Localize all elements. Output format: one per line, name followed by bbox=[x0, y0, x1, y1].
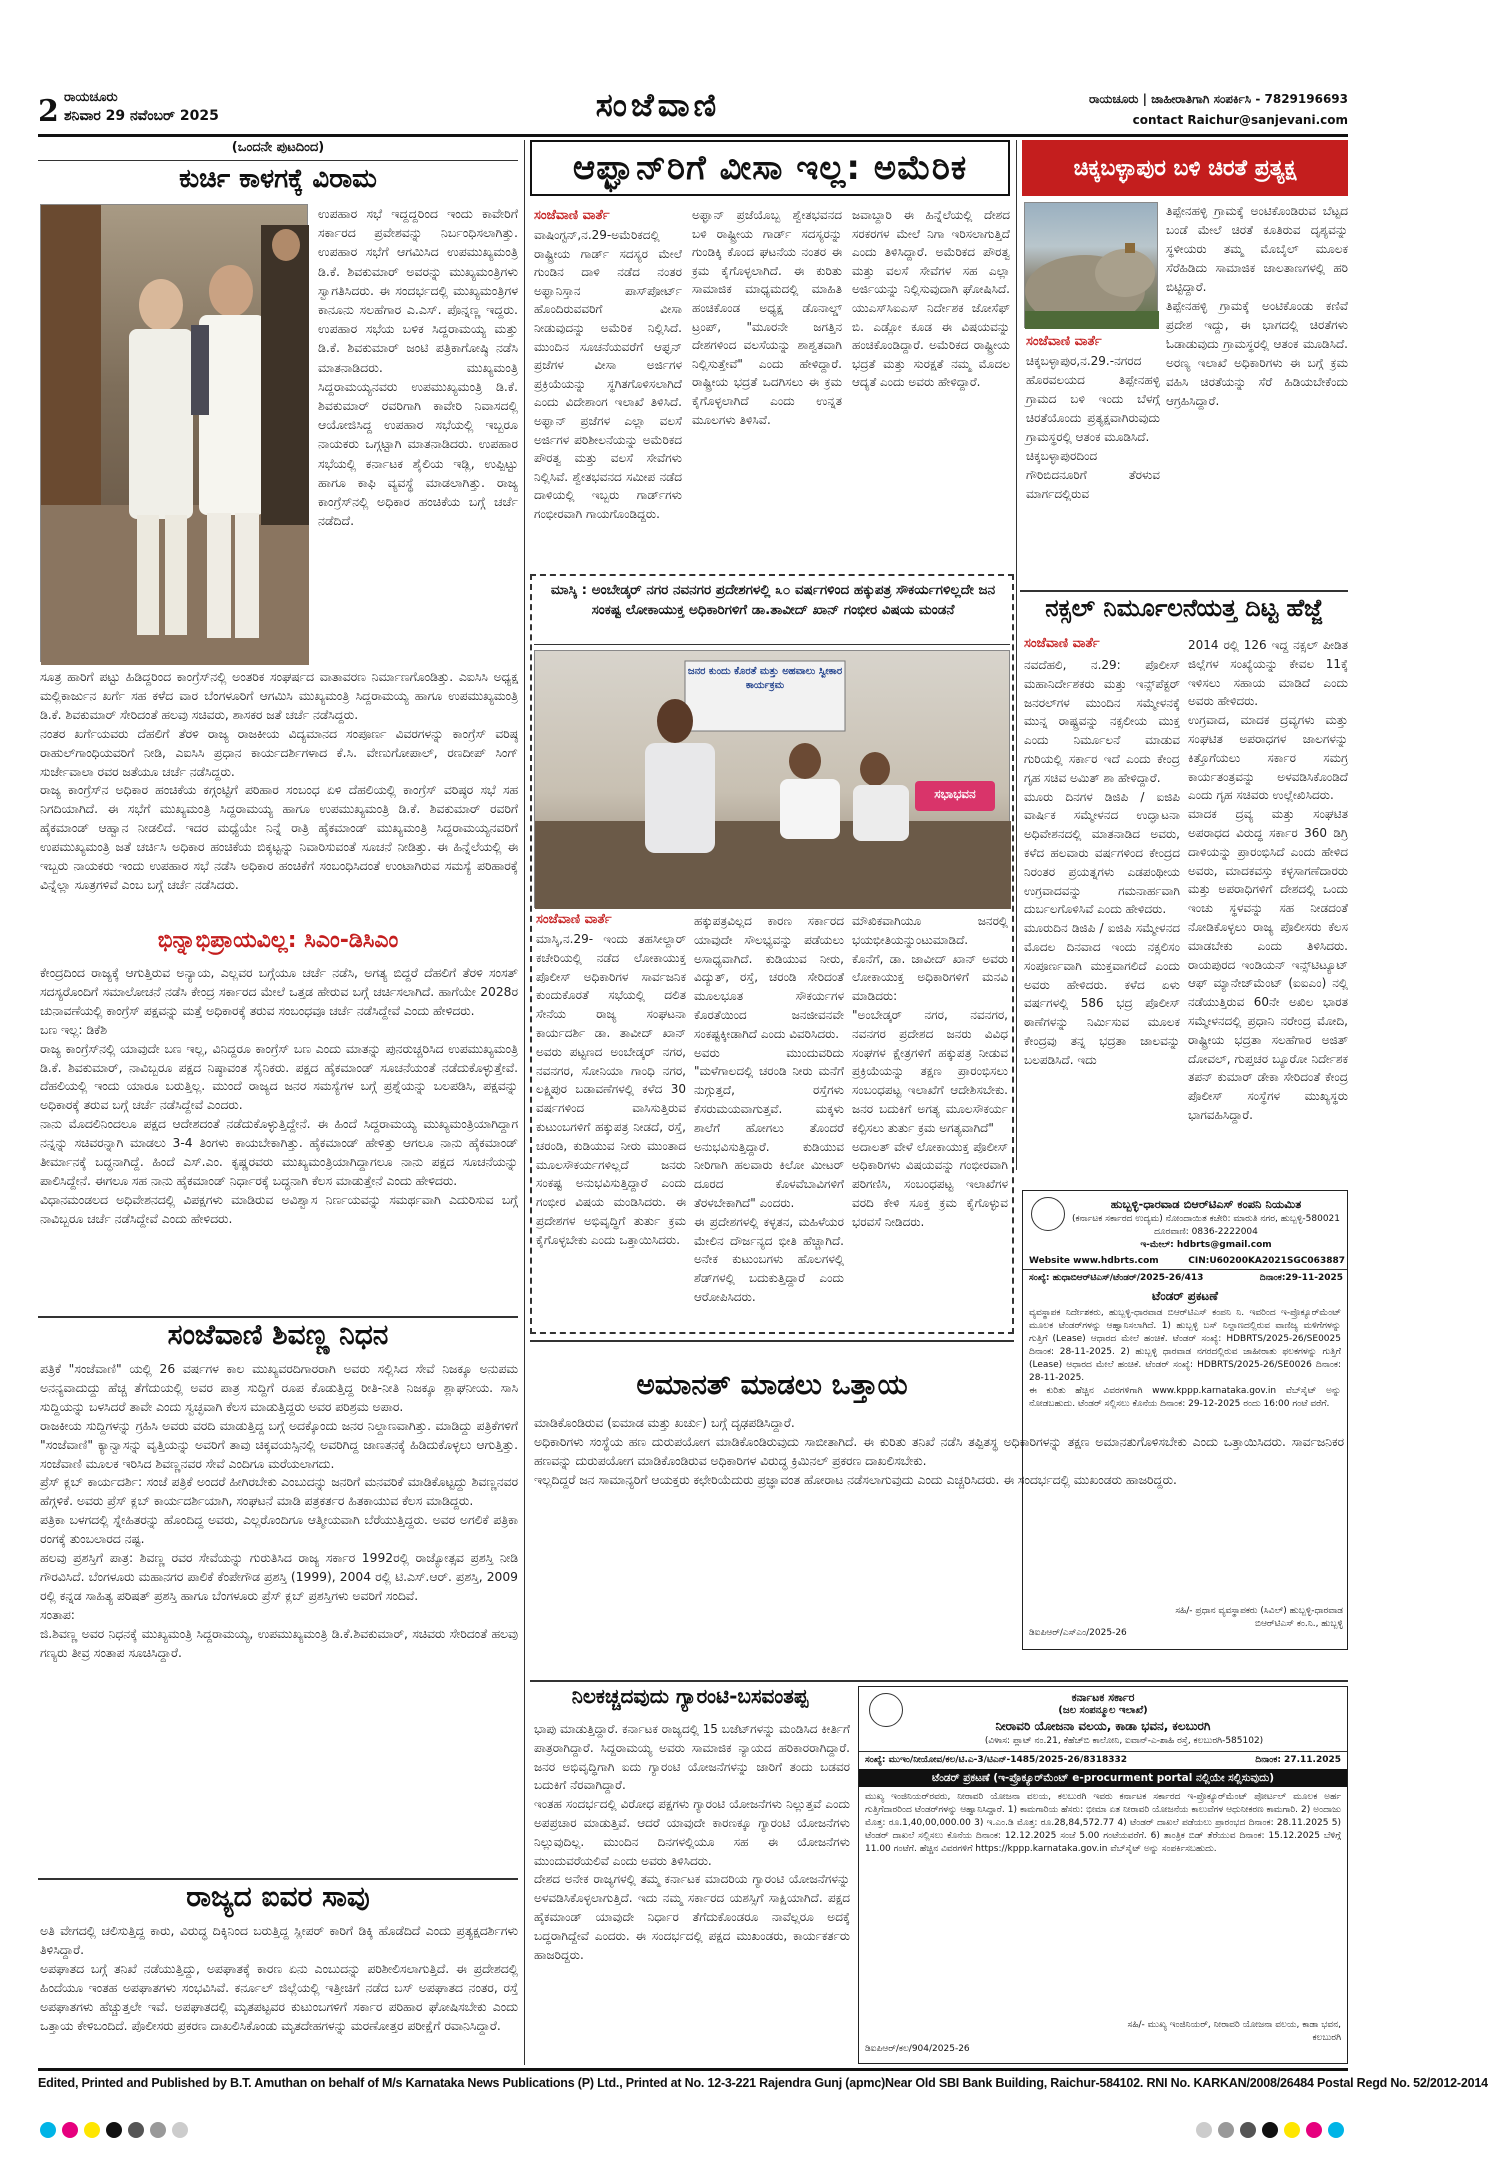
continued-label: (ಒಂದನೇ ಪುಟದಿಂದ) bbox=[231, 140, 325, 155]
stage-sign: ಸಭಾಭವನ bbox=[934, 787, 976, 801]
column-divider bbox=[524, 140, 525, 2065]
rule bbox=[38, 160, 518, 161]
hdbrts-address: (ಕರ್ನಾಟಕ ಸರ್ಕಾರದ ಉದ್ಯಮ) ನೋಂದಾಯಿತ ಕಚೇರಿ: ಮಾರುತಿ ನಗರ, ಹುಬ್ಬಳ್ಳಿ-580021 ದೂರವಾಣಿ: 0836-2222004 bbox=[1071, 1214, 1341, 1237]
naxal-byline: ಸಂಜೆವಾಣಿ ವಾರ್ತೆ bbox=[1024, 636, 1100, 651]
irrigation-office: ನೀರಾವರಿ ಯೋಜನಾ ವಲಯ, ಕಾಡಾ ಭವನ, ಕಲಬುರಗಿ bbox=[995, 1719, 1211, 1733]
masthead bbox=[38, 88, 1348, 132]
rule bbox=[1020, 590, 1348, 592]
rule bbox=[1023, 1269, 1347, 1270]
hdbrts-dipr: ಡಿಐಪಿಆರ್/ಎಸ್‌ಎಂ/2025-26 bbox=[1029, 1628, 1127, 1638]
headline-leopard bbox=[1022, 140, 1348, 196]
rock-illustration bbox=[1025, 203, 1159, 329]
headline-leopard-text: ಚಿಕ್ಕಬಳ್ಳಾಪುರ ಬಳಿ ಚಿರತೆ ಪ್ರತ್ಯಕ್ಷ bbox=[1073, 155, 1297, 181]
masthead-logo bbox=[488, 86, 828, 126]
contact-line: ರಾಯಚೂರು | ಜಾಹೀರಾತಿಗಾಗಿ ಸಂಪರ್ಕಿಸಿ - 7829196693 bbox=[1088, 92, 1348, 106]
logo-text: ಸಂಜೆವಾಣಿ bbox=[595, 86, 721, 124]
registration-marks-left bbox=[40, 2120, 220, 2140]
hdbrts-body: ವ್ಯವಸ್ಥಾಪಕ ನಿರ್ದೇಶಕರು, ಹುಬ್ಬಳ್ಳಿ-ಧಾರವಾಡ ಬಿಆರ್‌ಟಿಎಸ್ ಕಂಪನಿ ನಿ. ಇವರಿಂದ ಇ-ಪ್ರೊಕ್ಯೂರ್‌ಮೆಂಟ್ ಮೂಲಕ ಟೆಂಡರ್‌ಗಳನ್ನು ಆಹ್ವಾನಿಸಲಾಗಿದೆ. 1) ಹುಬ್ಬಳ್ಳಿ ಬಸ್ ನಿಲ್ದಾಣದಲ್ಲಿರುವ ವಾಣಿಜ್ಯ ಮಳಿಗೆಗಳನ್ನು ಗುತ್ತಿಗೆ (Lease) ಆಧಾರದ ಮೇಲೆ ಹಂಚಿಕೆ. ಟೆಂಡರ್ ಸಂಖ್ಯೆ: HDBRTS/2025-26/SE0025 ದಿನಾಂಕ: 28-11-2025. 2) ಹುಬ್ಬಳ್ಳಿ ಧಾರವಾಡ ನಗರದಲ್ಲಿರುವ ಜಾಹೀರಾತು ಫಲಕಗಳನ್ನು ಗುತ್ತಿಗೆ (Lease) ಆಧಾರದ ಮೇಲೆ ಹಂಚಿಕೆ. ಟೆಂಡರ್ ಸಂಖ್ಯೆ: HDBRTS/2025-26/SE0026 ದಿನಾಂಕ: 28-11-2025. ಈ ಕುರಿತು ಹೆಚ್ಚಿನ ವಿವರಗಳಿಗಾಗಿ www.kppp.karnataka.gov.in ವೆಬ್‌ಸೈಟ್ ಅನ್ನು ನೋಡಬಹುದು. ಟೆಂಡರ್ ಸಲ್ಲಿಸಲು ಕೊನೆಯ ದಿನಾಂಕ: 29-12-2025 ರಂದು 16:00 ಗಂಟೆ ವರೆಗೆ. bbox=[1029, 1308, 1341, 1409]
hdbrts-email: ಇ-ಮೇಲ್: hdbrts@gmail.com bbox=[1140, 1240, 1272, 1250]
footer-rule bbox=[38, 2068, 1348, 2071]
maski-text-col2: ಹಕ್ಕುಪತ್ರವಿಲ್ಲದ ಕಾರಣ ಸರ್ಕಾರದ ಯಾವುದೇ ಸೌಲಭ್ಯವನ್ನು ಪಡೆಯಲು ಅಸಾಧ್ಯವಾಗಿದೆ. ಕುಡಿಯುವ ನೀರು, ವಿದ್ಯುತ್, ರಸ್ತೆ, ಚರಂಡಿ ಸೇರಿದಂತೆ ಮೂಲಭೂತ ಸೌಕರ್ಯಗಳ ಕೊರತೆಯಿಂದ ಜನಜೀವನವೇ ಸಂಕಷ್ಟಕ್ಕೀಡಾಗಿದೆ ಎಂದು ವಿವರಿಸಿದರು. ಅವರು ಮುಂದುವರಿದು "ಮಳೆಗಾಲದಲ್ಲಿ ಚರಂಡಿ ನೀರು ಮನೆಗೆ ನುಗ್ಗುತ್ತದೆ, ರಸ್ತೆಗಳು ಕೆಸರುಮಯವಾಗುತ್ತವೆ. ಮಕ್ಕಳು ಶಾಲೆಗೆ ಹೋಗಲು ತೊಂದರೆ ಅನುಭವಿಸುತ್ತಿದ್ದಾರೆ. ಕುಡಿಯುವ ನೀರಿಗಾಗಿ ಹಲವಾರು ಕಿಲೋ ಮೀಟರ್ ದೂರದ ಕೊಳವೆಬಾವಿಗಳಿಗೆ ತೆರಳಬೇಕಾಗಿದೆ" ಎಂದರು. ಈ ಪ್ರದೇಶಗಳಲ್ಲಿ ಕಳ್ಳತನ, ಮಹಿಳೆಯರ ಮೇಲಿನ ದೌರ್ಜನ್ಯದ ಭೀತಿ ಹೆಚ್ಚಾಗಿದೆ. ಅನೇಕ ಕುಟುಂಬಗಳು ಹೊಲಗಳಲ್ಲಿ ಶೆಡ್‌ಗಳಲ್ಲಿ ಬದುಕುತ್ತಿದ್ದಾರೆ ಎಂದು ಆರೋಪಿಸಿದರು. bbox=[694, 914, 844, 1304]
headline-afghan-text: ಆಫ್ಘಾನ್‌ರಿಗೆ ವೀಸಾ ಇಲ್ಲ: ಅಮೆರಿಕ bbox=[572, 148, 968, 188]
irrigation-date: ದಿನಾಂಕ: 27.11.2025 bbox=[1255, 1755, 1341, 1765]
maski-text-col1: ಮಾಸ್ಕಿ,ನ.29- ಇಂದು ತಹಸೀಲ್ದಾರ್ ಕಚೇರಿಯಲ್ಲಿ ನಡೆದ ಲೋಕಾಯುಕ್ತ ಪೊಲೀಸ್ ಅಧಿಕಾರಿಗಳ ಸಾರ್ವಜನಿಕ ಕುಂದುಕೊರತೆ ಸಭೆಯಲ್ಲಿ ದಲಿತ ಸೇನೆಯ ರಾಜ್ಯ ಸಂಘಟನಾ ಕಾರ್ಯದರ್ಶಿ ಡಾ. ತಾವೀದ್ ಖಾನ್ ಅವರು ಪಟ್ಟಣದ ಅಂಬೇಡ್ಕರ್ ನಗರ, ನವನಗರ, ಸೋನಿಯಾ ಗಾಂಧಿ ನಗರ, ಲಕ್ಷ್ಮಿಪುರ ಬಡಾವಣೆಗಳಲ್ಲಿ ಕಳೆದ 30 ವರ್ಷಗಳಿಂದ ವಾಸಿಸುತ್ತಿರುವ ಕುಟುಂಬಗಳಿಗೆ ಹಕ್ಕುಪತ್ರ ನೀಡದೆ, ರಸ್ತೆ, ಚರಂಡಿ, ಕುಡಿಯುವ ನೀರು ಮುಂತಾದ ಮೂಲಸೌಕರ್ಯಗಳಿಲ್ಲದೆ ಜನರು ಸಂಕಷ್ಟ ಅನುಭವಿಸುತ್ತಿದ್ದಾರೆ ಎಂದು ಗಂಭೀರ ವಿಷಯ ಮಂಡಿಸಿದರು. ಈ ಪ್ರದೇಶಗಳ ಅಭಿವೃದ್ಧಿಗೆ ತುರ್ತು ಕ್ರಮ ಕೈಗೊಳ್ಳಬೇಕು ಎಂದು ಒತ್ತಾಯಿಸಿದರು. bbox=[536, 932, 690, 1247]
maski-byline: ಸಂಜೆವಾಣಿ ವಾರ್ತೆ bbox=[536, 912, 612, 927]
contact-email: contact Raichur@sanjevani.com bbox=[1132, 113, 1348, 127]
column-divider bbox=[1016, 140, 1017, 1170]
maski-text-col3: ಮೌಖಿಕವಾಗಿಯೂ ಜನರಲ್ಲಿ ಭಯಭೀತಿಯನ್ನುಂಟುಮಾಡಿದೆ. ಕೊನೆಗೆ, ಡಾ. ಜಾವೀದ್ ಖಾನ್ ಅವರು ಲೋಕಾಯುಕ್ತ ಅಧಿಕಾರಿಗಳಿಗೆ ಮನವಿ ಮಾಡಿದರು: "ಅಂಬೇಡ್ಕರ್ ನಗರ, ನವನಗರ, ನವನಗರ ಪ್ರದೇಶದ ಜನರು ವಿವಿಧ ಸಂಘಗಳ ಕ್ಷೇತ್ರಗಳಿಗೆ ಹಕ್ಕುಪತ್ರ ನೀಡುವ ಪ್ರಕ್ರಿಯೆಯನ್ನು ತಕ್ಷಣ ಪ್ರಾರಂಭಿಸಲು ಸಂಬಂಧಪಟ್ಟ ಇಲಾಖೆಗೆ ಆದೇಶಿಸಬೇಕು. ಜನರ ಬದುಕಿಗೆ ಅಗತ್ಯ ಮೂಲಸೌಕರ್ಯ ಕಲ್ಪಿಸಲು ತುರ್ತು ಕ್ರಮ ಅಗತ್ಯವಾಗಿದೆ" ಅದಾಲತ್ ವೇಳೆ ಲೋಕಾಯುಕ್ತ ಪೊಲೀಸ್ ಅಧಿಕಾರಿಗಳು ವಿಷಯವನ್ನು ಗಂಭೀರವಾಗಿ ಪರಿಗಣಿಸಿ, ಸಂಬಂಧಪಟ್ಟ ಇಲಾಖೆಗಳ ವರದಿ ಕೇಳಿ ಸೂಕ್ತ ಕ್ರಮ ಕೈಗೊಳ್ಳುವ ಭರವಸೆ ನೀಡಿದರು. bbox=[852, 914, 1008, 1229]
headline-guarantee: ನಿಲಕಚ್ಚದವುದು ಗ್ಯಾರಂಟಿ-ಬಸವಂತಪ್ಪ bbox=[571, 1684, 809, 1708]
irrigation-notice-title-text: ಟೆಂಡರ್ ಪ್ರಕಟಣೆ (ಇ-ಪ್ರೊಕ್ಯೂರ್‌ಮೆಂಟ್ e-procurment portal ನಲ್ಲಿಯೇ ಸಲ್ಲಿಸುವುದು) bbox=[931, 1772, 1275, 1784]
irrigation-notice-title bbox=[859, 1769, 1347, 1787]
edition-label: ರಾಯಚೂರು bbox=[64, 90, 118, 105]
photo-figures bbox=[41, 205, 309, 663]
naxal-text-col2: 2014 ರಲ್ಲಿ 126 ಇದ್ದ ನಕ್ಸಲ್ ಪೀಡಿತ ಜಿಲ್ಲೆಗಳ ಸಂಖ್ಯೆಯನ್ನು ಕೇವಲ 11ಕ್ಕೆ ಇಳಿಸಲು ಸಹಾಯ ಮಾಡಿದೆ ಎಂದು ಅವರು ಹೇಳಿದರು. ಉಗ್ರವಾದ, ಮಾದಕ ದ್ರವ್ಯಗಳು ಮತ್ತು ಸಂಘಟಿತ ಅಪರಾಧಗಳ ಜಾಲಗಳನ್ನು ಕಿತ್ತೊಗೆಯಲು ಸರ್ಕಾರ ಸಮಗ್ರ ಕಾರ್ಯತಂತ್ರವನ್ನು ಅಳವಡಿಸಿಕೊಂಡಿದೆ ಎಂದು ಗೃಹ ಸಚಿವರು ಉಲ್ಲೇಖಿಸಿದರು. ಮಾದಕ ದ್ರವ್ಯ ಮತ್ತು ಸಂಘಟಿತ ಅಪರಾಧದ ವಿರುದ್ಧ ಸರ್ಕಾರ 360 ಡಿಗ್ರಿ ದಾಳಿಯನ್ನು ಪ್ರಾರಂಭಿಸಿದೆ ಎಂದು ಹೇಳಿದ ಅವರು, ಮಾದಕವಸ್ತು ಕಳ್ಳಸಾಗಣೆದಾರರು ಮತ್ತು ಅಪರಾಧಿಗಳಿಗೆ ದೇಶದಲ್ಲಿ ಒಂದು ಇಂಚು ಸ್ಥಳವನ್ನು ಸಹ ನೀಡದಂತೆ ನೋಡಿಕೊಳ್ಳಲು ರಾಜ್ಯ ಪೊಲೀಸರು ಕೆಲಸ ಮಾಡಬೇಕು ಎಂದು ತಿಳಿಸಿದರು. ರಾಯಪುರದ ಇಂಡಿಯನ್ ಇನ್ಸ್‌ಟಿಟ್ಯೂಟ್ ಆಫ್ ಮ್ಯಾನೇಜ್‌ಮೆಂಟ್ (ಐಐಎಂ) ನಲ್ಲಿ ನಡೆಯುತ್ತಿರುವ 60ನೇ ಅಖಿಲ ಭಾರತ ಸಮ್ಮೇಳನದಲ್ಲಿ ಪ್ರಧಾನಿ ನರೇಂದ್ರ ಮೋದಿ, ರಾಷ್ಟ್ರೀಯ ಭದ್ರತಾ ಸಲಹೆಗಾರ ಅಜಿತ್ ದೋವಲ್, ಗುಪ್ತಚರ ಬ್ಯೂರೋ ನಿರ್ದೇಶಕ ತಪನ್ ಕುಮಾರ್ ಡೇಕಾ ಸೇರಿದಂತೆ ಕೇಂದ್ರ ಪೊಲೀಸ್ ಸಂಸ್ಥೆಗಳ ಮುಖ್ಯಸ್ಥರು ಭಾಗವಹಿಸಿದ್ದಾರೆ. bbox=[1188, 638, 1348, 1122]
footer-imprint: Edited, Printed and Published by B.T. Amuthan on behalf of M/s Karnataka News Publications (P) Ltd., Printed at No. 12-3-221 Rajendra Gunj (apmc)Near Old SBI Bank Building, Raichur-584102. RNI No. KARKAN/2008/26484 Postal Regd No. 52/2012-2014 bbox=[38, 2076, 1488, 2090]
no-rift-text: ಕೇಂದ್ರದಿಂದ ರಾಜ್ಯಕ್ಕೆ ಆಗುತ್ತಿರುವ ಅನ್ಯಾಯ, ಎಲ್ಲವರ ಬಗ್ಗೆಯೂ ಚರ್ಚೆ ನಡೆಸಿ, ಅಗತ್ಯ ಬಿದ್ದರೆ ದೆಹಲಿಗೆ ತೆರಳಿ ಸಂಸತ್ ಸದಸ್ಯರೊಂದಿಗೆ ಸಮಾಲೋಚನೆ ನಡೆಸಿ ಕೇಂದ್ರ ಸರ್ಕಾರದ ಮೇಲೆ ಒತ್ತಡ ಹೇರುವ ಬಗ್ಗೆ ಚರ್ಚಿಸಲಾಗಿದೆ. ಹಾಗೆಯೇ 2028ರ ಚುನಾವಣೆಯಲ್ಲಿ ಕಾಂಗ್ರೆಸ್ ಪಕ್ಷವನ್ನು ಮತ್ತೆ ಅಧಿಕಾರಕ್ಕೆ ತರುವ ಸಂಬಂಧವೂ ಚರ್ಚೆ ನಡೆಸಿದ್ದೇವೆ ಎಂದು ಹೇಳಿದರು. ಬಣ ಇಲ್ಲ: ಡಿಕೆಶಿ ರಾಜ್ಯ ಕಾಂಗ್ರೆಸ್‌ನಲ್ಲಿ ಯಾವುದೇ ಬಣ ಇಲ್ಲ, ವಿನಿದ್ದರೂ ಕಾಂಗ್ರೆಸ್ ಬಣ ಎಂದು ಮಾತನ್ನು ಪುನರುಚ್ಚರಿಸಿದ ಉಪಮುಖ್ಯಮಂತ್ರಿ ಡಿ.ಕೆ. ಶಿವಕುಮಾರ್, ನಾವಿಬ್ಬರೂ ಪಕ್ಷದ ನಿಷ್ಠಾವಂತ ಸೈನಿಕರು. ಪಕ್ಷದ ಹೈಕಮಾಂಡ್ ಸೂಚನೆಯಂತೆ ನಡೆದುಕೊಳ್ಳುತ್ತೇವೆ. ದೆಹಲಿಯಲ್ಲಿ ಇಂದು ಯಾರೂ ಬರುತ್ತಿಲ್ಲ. ಮುಂದೆ ರಾಜ್ಯದ ಜನರ ಸಮಸ್ಯೆಗಳ ಬಗ್ಗೆ ಪ್ರಶ್ನೆಯನ್ನು ಬಲಪಡಿಸಿ, ಪಕ್ಷವನ್ನು ಅಧಿಕಾರಕ್ಕೆ ತರುವ ಬಗ್ಗೆ ಚರ್ಚೆ ನಡೆಸಿದ್ದೇವೆ ಎಂದರು. ನಾನು ಮೊದಲಿನಿಂದಲೂ ಪಕ್ಷದ ಆದೇಶದಂತೆ ನಡೆದುಕೊಳ್ಳುತ್ತಿದ್ದೇನೆ. ಈ ಹಿಂದೆ ಸಿದ್ದರಾಮಯ್ಯ ಮುಖ್ಯಮಂತ್ರಿಯಾಗಿದ್ದಾಗ ನನ್ನನ್ನು ಸಚಿವರನ್ನಾಗಿ ಮಾಡಲು 3-4 ತಿಂಗಳು ಕಾಯಬೇಕಾಗಿತ್ತು. ಹೈಕಮಾಂಡ್ ಹೇಳಿತ್ತು ಆಗಲೂ ನಾನು ಹೈಕಮಾಂಡ್ ತೀರ್ಮಾನಕ್ಕೆ ಬದ್ಧನಾಗಿದ್ದೆ. ಹಿಂದೆ ಎಸ್.ಎಂ. ಕೃಷ್ಣರವರು ಮುಖ್ಯಮಂತ್ರಿಯಾಗಿದ್ದಾಗಲೂ ನಾನು ಪಕ್ಷದ ಸೂಚನೆಯನ್ನು ಪಾಲಿಸಿದ್ದೇನೆ. ಈಗಲೂ ಸಹ ನಾನು ಹೈಕಮಾಂಡ್ ನಿರ್ಧಾರಕ್ಕೆ ಬದ್ಧನಾಗಿ ಕೆಲಸ ಮಾಡುತ್ತೇನೆ ಎಂದು ಹೇಳಿದರು. ವಿಧಾನಮಂಡಲದ ಅಧಿವೇಶನದಲ್ಲಿ ವಿಪಕ್ಷಗಳು ಮಾಡಿರುವ ಅವಿಶ್ವಾಸ ನಿರ್ಣಯವನ್ನು ಸಮರ್ಥವಾಗಿ ಎದುರಿಸುವ ಬಗ್ಗೆ ನಾವಿಬ್ಬರೂ ಚರ್ಚೆ ನಡೆಸಿದ್ದೇವೆ ಎಂದು ಹೇಳಿದರು. bbox=[40, 966, 519, 1226]
hdbrts-website: Website www.hdbrts.com bbox=[1029, 1256, 1159, 1266]
photo-cm-dcm bbox=[40, 204, 308, 662]
irrigation-tender-box bbox=[858, 1686, 1348, 2064]
registration-marks-right bbox=[1196, 2120, 1356, 2140]
headline-afghan bbox=[530, 140, 1010, 196]
leopard-byline: ಸಂಜೆವಾಣಿ ವಾರ್ತೆ bbox=[1026, 334, 1102, 349]
issue-date: ಶನಿವಾರ 29 ನವೆಂಬರ್ 2025 bbox=[64, 108, 219, 124]
guarantee-text: ಭಾಪು ಮಾಡುತ್ತಿದ್ದಾರೆ. ಕರ್ನಾಟಕ ರಾಜ್ಯದಲ್ಲಿ 15 ಬಜೆಟ್‌ಗಳನ್ನು ಮಂಡಿಸಿದ ಕೀರ್ತಿಗೆ ಪಾತ್ರರಾಗಿದ್ದಾರೆ. ಸಿದ್ದರಾಮಯ್ಯ ಅವರು ಸಾಮಾಜಿಕ ನ್ಯಾಯದ ಹರಿಕಾರರಾಗಿದ್ದಾರೆ. ಜನರ ಅಭಿವೃದ್ಧಿಗಾಗಿ ಐದು ಗ್ಯಾರಂಟಿ ಯೋಜನೆಗಳನ್ನು ಜಾರಿಗೆ ತಂದು ಬಡವರ ಬದುಕಿಗೆ ನೆರವಾಗಿದ್ದಾರೆ. ಇಂತಹ ಸಂದರ್ಭದಲ್ಲಿ ವಿರೋಧ ಪಕ್ಷಗಳು ಗ್ಯಾರಂಟಿ ಯೋಜನೆಗಳು ನಿಲ್ಲುತ್ತವೆ ಎಂದು ಅಪಪ್ರಚಾರ ಮಾಡುತ್ತಿವೆ. ಆದರೆ ಯಾವುದೇ ಕಾರಣಕ್ಕೂ ಗ್ಯಾರಂಟಿ ಯೋಜನೆಗಳು ನಿಲ್ಲುವುದಿಲ್ಲ. ಮುಂದಿನ ದಿನಗಳಲ್ಲಿಯೂ ಸಹ ಈ ಯೋಜನೆಗಳು ಮುಂದುವರೆಯಲಿವೆ ಎಂದು ಅವರು ತಿಳಿಸಿದರು. ದೇಶದ ಅನೇಕ ರಾಜ್ಯಗಳಲ್ಲಿ ತಮ್ಮ ಕರ್ನಾಟಕ ಮಾದರಿಯ ಗ್ಯಾರಂಟಿ ಯೋಜನೆಗಳನ್ನು ಅಳವಡಿಸಿಕೊಳ್ಳಲಾಗುತ್ತಿದೆ. ಇದು ನಮ್ಮ ಸರ್ಕಾರದ ಯಶಸ್ಸಿಗೆ ಸಾಕ್ಷಿಯಾಗಿದೆ. ಪಕ್ಷದ ಹೈಕಮಾಂಡ್ ಯಾವುದೇ ನಿರ್ಧಾರ ತೆಗೆದುಕೊಂಡರೂ ನಾವೆಲ್ಲರೂ ಅದಕ್ಕೆ ಬದ್ಧರಾಗಿದ್ದೇವೆ ಎಂದರು. ಈ ಸಂದರ್ಭದಲ್ಲಿ ಪಕ್ಷದ ಮುಖಂಡರು, ಕಾರ್ಯಕರ್ತರು ಹಾಜರಿದ್ದರು. bbox=[534, 1722, 850, 1962]
hdbrts-ref: ಸಂಖ್ಯೆ: ಹುಧಾಬಿಆರ್‌ಟಿಎಸ್/ಟೆಂಡರ್/2025-26/413 bbox=[1029, 1273, 1204, 1283]
afghan-text-col3: ಜವಾಬ್ದಾರಿ ಈ ಹಿನ್ನೆಲೆಯಲ್ಲಿ ದೇಶದ ಸರಕರಗಳ ಮೇಲೆ ನಿಗಾ ಇರಿಸಲಾಗುತ್ತಿದೆ ಎಂದು ತಿಳಿಸಿದ್ದಾರೆ. ಅಮೆರಿಕದ ಪೌರತ್ವ ಮತ್ತು ವಲಸೆ ಸೇವೆಗಳ ಸಹ ಎಲ್ಲಾ ಅರ್ಜಿಯನ್ನು ನಿಲ್ಲಿಸುವುದಾಗಿ ಘೋಷಿಸಿದೆ. ಯುಎಸ್‌ಸಿಐಎಸ್ ನಿರ್ದೇಶಕ ಜೋಸೆಫ್ ಬಿ. ಎಡ್ಲೋ ಕೂಡ ಈ ವಿಷಯವನ್ನು ಹಂಚಿಕೊಂಡಿದ್ದಾರೆ. ಅಮೆರಿಕದ ರಾಷ್ಟ್ರೀಯ ಭದ್ರತೆ ಮತ್ತು ಸುರಕ್ಷತೆ ನಮ್ಮ ಮೊದಲ ಆದ್ಯತೆ ಎಂದು ಅವರು ಹೇಳಿದ್ದಾರೆ. bbox=[852, 208, 1014, 390]
irrigation-dept: (ಜಲ ಸಂಪನ್ಮೂಲ ಇಲಾಖೆ) bbox=[1058, 1705, 1148, 1716]
rule bbox=[530, 1680, 1348, 1682]
hdbrts-notice-title: ಟೆಂಡರ್ ಪ್ರಕಟಣೆ bbox=[1152, 1289, 1218, 1303]
leopard-side-text: ತಿಪ್ಪೇನಹಳ್ಳಿ ಗ್ರಾಮಕ್ಕೆ ಅಂಟಿಕೊಂಡಿರುವ ಬೆಟ್ಟದ ಬಂಡೆ ಮೇಲೆ ಚಿರತೆ ಕೂತಿರುವ ದೃಶ್ಯವನ್ನು ಸ್ಥಳೀಯರು ತಮ್ಮ ಮೊಬೈಲ್ ಮೂಲಕ ಸೆರೆಹಿಡಿದು ಸಾಮಾಜಿಕ ಜಾಲತಾಣಗಳಲ್ಲಿ ಹರಿ ಬಿಟ್ಟಿದ್ದಾರೆ. ತಿಪ್ಪೇನಹಳ್ಳಿ ಗ್ರಾಮಕ್ಕೆ ಅಂಟಿಕೊಂಡು ಕಣಿವೆ ಪ್ರದೇಶ ಇದ್ದು, ಈ ಭಾಗದಲ್ಲಿ ಚಿರತೆಗಳು ಓಡಾಡುವುದು ಗ್ರಾಮಸ್ಥರಲ್ಲಿ ಆತಂಕ ಮೂಡಿಸಿದೆ. ಅರಣ್ಯ ಇಲಾಖೆ ಅಧಿಕಾರಿಗಳು ಈ ಬಗ್ಗೆ ಕ್ರಮ ವಹಿಸಿ ಚಿರತೆಯನ್ನು ಸೆರೆ ಹಿಡಿಯಬೇಕೆಂದು ಆಗ್ರಹಿಸಿದ್ದಾರೆ. bbox=[1166, 204, 1348, 408]
afghan-text-col2: ಅಫ್ಘಾನ್ ಪ್ರಜೆಯೊಬ್ಬ ಶ್ವೇತಭವನದ ಬಳಿ ರಾಷ್ಟ್ರೀಯ ಗಾರ್ಡ್ ಸದಸ್ಯರನ್ನು ಗುಂಡಿಕ್ಕಿ ಕೊಂದ ಘಟನೆಯ ನಂತರ ಈ ಕ್ರಮ ಕೈಗೊಳ್ಳಲಾಗಿದೆ. ಈ ಕುರಿತು ಸಾಮಾಜಿಕ ಮಾಧ್ಯಮದಲ್ಲಿ ಮಾಹಿತಿ ಹಂಚಿಕೊಂಡ ಅಧ್ಯಕ್ಷ ಡೊನಾಲ್ಡ್ ಟ್ರಂಪ್, "ಮೂರನೇ ಜಗತ್ತಿನ ದೇಶಗಳಿಂದ ವಲಸೆಯನ್ನು ಶಾಶ್ವತವಾಗಿ ನಿಲ್ಲಿಸುತ್ತೇವೆ" ಎಂದು ಹೇಳಿದ್ದಾರೆ. ರಾಷ್ಟ್ರೀಯ ಭದ್ರತೆ ಒದಗಿಸಲು ಈ ಕ್ರಮ ಕೈಗೊಳ್ಳಲಾಗಿದೆ ಎಂದು ಉನ್ನತ ಮೂಲಗಳು ತಿಳಿಸಿವೆ. bbox=[692, 208, 846, 427]
headline-obituary: ಸಂಜೆವಾಣಿ ಶಿವಣ್ಣ ನಿಧನ bbox=[167, 1318, 389, 1351]
photo-leopard-rock bbox=[1024, 202, 1158, 328]
hdbrts-signature: ಸಹಿ/- ಪ್ರಧಾನ ವ್ಯವಸ್ಥಾಪಕರು (ಸಿವಿಲ್) ಹುಬ್ಬಳ್ಳಿ-ಧಾರವಾಡ ಬಿಆರ್‌ಟಿಎಸ್ ಕಂ.ನಿ., ಹುಬ್ಬಳ್ಳಿ bbox=[1175, 1606, 1343, 1629]
amanat-text: ಮಾಡಿಕೊಂಡಿರುವ (ಐಮಾಡ ಮತ್ತು ಖರ್ಚು) ಬಗ್ಗೆ ದೃಢಪಡಿಸಿದ್ದಾರೆ. ಅಧಿಕಾರಿಗಳು ಸಂಸ್ಥೆಯ ಹಣ ದುರುಪಯೋಗ ಮಾಡಿಕೊಂಡಿರುವುದು ಸಾಬೀತಾಗಿದೆ. ಈ ಕುರಿತು ತನಿಖೆ ನಡೆಸಿ ತಪ್ಪಿತಸ್ಥ ಅಧಿಕಾರಿಗಳನ್ನು ತಕ್ಷಣ ಅಮಾನತುಗೊಳಿಸಬೇಕು ಎಂದು ಒತ್ತಾಯಿಸಿದರು. ಸಾರ್ವಜನಿಕರ ಹಣವನ್ನು ದುರುಪಯೋಗ ಮಾಡಿಕೊಂಡಿರುವ ಅಧಿಕಾರಿಗಳ ವಿರುದ್ಧ ಕ್ರಿಮಿನಲ್ ಪ್ರಕರಣ ದಾಖಲಿಸಬೇಕು. ಇಲ್ಲದಿದ್ದರೆ ಜನ ಸಾಮಾನ್ಯರಿಗೆ ಆಯಕ್ತರು ಕಛೇರಿಯೆದುರು ಪ್ರಜ್ಞಾವಂತ ಹೋರಾಟ ನಡೆಸಲಾಗುವುದು ಎಂದು ಎಚ್ಚರಿಸಿದರು. ಈ ಸಂದರ್ಭದಲ್ಲಿ ಮುಖಂಡರು ಹಾಜರಿದ್ದರು. bbox=[534, 1416, 1344, 1487]
contact-block bbox=[1008, 92, 1348, 127]
masthead-rule bbox=[38, 134, 1348, 137]
accident-text: ಅತಿ ವೇಗದಲ್ಲಿ ಚಲಿಸುತ್ತಿದ್ದ ಕಾರು, ವಿರುದ್ಧ ದಿಕ್ಕಿನಿಂದ ಬರುತ್ತಿದ್ದ ಸ್ಲೀಪರ್ ಕಾರಿಗೆ ಡಿಕ್ಕಿ ಹೊಡೆದಿದೆ ಎಂದು ಪ್ರತ್ಯಕ್ಷದರ್ಶಿಗಳು ತಿಳಿಸಿದ್ದಾರೆ. ಅಪಘಾತದ ಬಗ್ಗೆ ತನಿಖೆ ನಡೆಯುತ್ತಿದ್ದು, ಅಪಘಾತಕ್ಕೆ ಕಾರಣ ಏನು ಎಂಬುದನ್ನು ಪರಿಶೀಲಿಸಲಾಗುತ್ತಿದೆ. ಈ ಪ್ರದೇಶದಲ್ಲಿ ಹಿಂದೆಯೂ ಇಂತಹ ಅಪಘಾತಗಳು ಸಂಭವಿಸಿವೆ. ಕರ್ನೂಲ್ ಜಿಲ್ಲೆಯಲ್ಲಿ ಇತ್ತೀಚಿಗೆ ನಡೆದ ಬಸ್ ಅಪಘಾತದ ನಂತರ, ರಸ್ತೆ ಅಪಘಾತಗಳು ಹೆಚ್ಚುತ್ತಲೇ ಇವೆ. ಅಪಘಾತದಲ್ಲಿ ಮೃತಪಟ್ಟವರ ಕುಟುಂಬಗಳಿಗೆ ಸರ್ಕಾರ ಪರಿಹಾರ ಘೋಷಿಸಬೇಕು ಎಂದು ಒತ್ತಾಯ ಕೇಳಿಬಂದಿದೆ. ಪೊಲೀಸರು ಪ್ರಕರಣ ದಾಖಲಿಸಿಕೊಂಡು ಮೃತದೇಹಗಳನ್ನು ಮರಣೋತ್ತರ ಪರೀಕ್ಷೆಗೆ ರವಾನಿಸಿದ್ದಾರೆ. bbox=[40, 1924, 518, 2033]
irrigation-address: (ವಿಳಾಸ: ಪ್ಲಾಟ್ ನಂ.21, ಕೆಹೆಚ್‌ಬಿ ಕಾಲೋನಿ, ಐವಾನ್-ಎ-ಶಾಹಿ ರಸ್ತೆ, ಕಲಬುರಗಿ-585102) bbox=[984, 1736, 1264, 1746]
obituary-text: ಪತ್ರಿಕೆ "ಸಂಜೆವಾಣಿ" ಯಲ್ಲಿ 26 ವರ್ಷಗಳ ಕಾಲ ಮುಖ್ಯವರದಿಗಾರರಾಗಿ ಅವರು ಸಲ್ಲಿಸಿದ ಸೇವೆ ನಿಜಕ್ಕೂ ಅನುಪಮ ಅನನ್ಯವಾದುದ್ದು ಹೆಚ್ಚ ತೆಗೆದುಯಲ್ಲಿ ಅವರ ಪಾತ್ರ ಸುದ್ದಿಗೆ ರೂಪ ಕೊಡುತ್ತಿದ್ದ ರೀತಿ-ನೀತಿ ನಿಜಕ್ಕೂ ಶ್ಲಾಘನೀಯ. ಸಾಸಿ ಸುದ್ದಿಯನ್ನು ಬಳಸಿದರೆ ತಾವೇ ಎಂದು ಸ್ವಚ್ಛವಾಗಿ ಕೆಲಸ ಮಾಡುತ್ತಿದ್ದರು ಅವರ ಪರಿಶ್ರಮ ಅಪಾರ. ರಾಜಕೀಯ ಸುದ್ದಿಗಳನ್ನು ಗ್ರಹಿಸಿ ಅವರು ವರದಿ ಮಾಡುತ್ತಿದ್ದ ಬಗ್ಗೆ ಅದಕ್ಕೊಂದು ಜನರ ನಿಲ್ದಾಣವಾಗಿತ್ತು. ಮಾಡಿದ್ದು ಪತ್ರಿಕೆಗಳಿಗೆ "ಸಂಜೆವಾಣಿ" ಕ್ಯಾನ್ವಾಸನ್ನು ವೃತ್ತಿಯನ್ನು ಅವರಿಗೆ ತಾವು ಚಿಕ್ಕವಯಸ್ಸಿನಲ್ಲಿ ಅವರಿಗಿದ್ದ ಜಾಣತನಕ್ಕೆ ಹಿಡಿದುಕೊಳ್ಳಲು ಆಗುತ್ತಿತ್ತು. ಸಂಜೆವಾಣಿ ಮೂಲಕ ಇರಿಸಿದ ಶಿವಣ್ಣನವರ ಸೇವೆ ಎಂದಿಗೂ ಮರೆಯಲಾಗದು. ಪ್ರೆಸ್ ಕ್ಲಬ್ ಕಾರ್ಯದರ್ಶಿ: ಸಂಜೆ ಪತ್ರಿಕೆ ಅಂದರೆ ಹೀಗಿರಬೇಕು ಎಂಬುದನ್ನು ಜನರಿಗೆ ಮನವರಿಕೆ ಮಾಡಿಕೊಟ್ಟದ್ದು ಶಿವಣ್ಣನವರ ಹೆಗ್ಗಳಿಕೆ. ಅವರು ಪ್ರೆಸ್ ಕ್ಲಬ್ ಕಾರ್ಯದರ್ಶಿಯಾಗಿ, ಸಂಘಟನೆ ಮಾಡಿ ಪತ್ರಕರ್ತರ ಹಿತಕಾಯುವ ಕೆಲಸ ಮಾಡಿದ್ದರು. ಪತ್ರಿಕಾ ಬಳಗದಲ್ಲಿ ಸ್ನೇಹಿತರನ್ನು ಹೊಂದಿದ್ದ ಅವರು, ಎಲ್ಲರೊಂದಿಗೂ ಆತ್ಮೀಯವಾಗಿ ಬೆರೆಯುತ್ತಿದ್ದರು. ಅವರ ಅಗಲಿಕೆ ಪತ್ರಿಕಾ ರಂಗಕ್ಕೆ ತುಂಬಲಾರದ ನಷ್ಟ. ಹಲವು ಪ್ರಶಸ್ತಿಗೆ ಪಾತ್ರ: ಶಿವಣ್ಣ ರವರ ಸೇವೆಯನ್ನು ಗುರುತಿಸಿದ ರಾಜ್ಯ ಸರ್ಕಾರ 1992ರಲ್ಲಿ ರಾಜ್ಯೋತ್ಸವ ಪ್ರಶಸ್ತಿ ನೀಡಿ ಗೌರವಿಸಿದೆ. ಬೆಂಗಳೂರು ಮಹಾನಗರ ಪಾಲಿಕೆ ಕೆಂಪೇಗೌಡ ಪ್ರಶಸ್ತಿ (1999), 2004 ರಲ್ಲಿ ಟಿ.ಎಸ್.ಆರ್. ಪ್ರಶಸ್ತಿ, 2009 ರಲ್ಲಿ ಕನ್ನಡ ಸಾಹಿತ್ಯ ಪರಿಷತ್ ಪ್ರಶಸ್ತಿ ಹಾಗೂ ಬೆಂಗಳೂರು ಪ್ರೆಸ್ ಕ್ಲಬ್ ಪ್ರಶಸ್ತಿಗಳು ಅವರಿಗೆ ಸಂದಿವೆ. ಸಂತಾಪ: ಜಿ.ಶಿವಣ್ಣ ಅವರ ನಿಧನಕ್ಕೆ ಮುಖ್ಯಮಂತ್ರಿ ಸಿದ್ದರಾಮಯ್ಯ, ಉಪಮುಖ್ಯಮಂತ್ರಿ ಡಿ.ಕೆ.ಶಿವಕುಮಾರ್, ಸಚಿವರು ಸೇರಿದಂತೆ ಹಲವು ಗಣ್ಯರು ತೀವ್ರ ಸಂತಾಪ ಸೂಚಿಸಿದ್ದಾರೆ. bbox=[40, 1362, 518, 1660]
irrigation-ref: ಸಂಖ್ಯೆ: ಮುಇಂ/ನೀಯೋವ/ಕಲ/ಟಿ.ಎ-3/ಟಿಎನ್-1485/2025-26/8318332 bbox=[865, 1755, 1128, 1765]
leopard-text: ಚಿಕ್ಕಬಳ್ಳಾಪುರ,ನ.29.-ನಗರದ ಹೊರವಲಯದ ತಿಪ್ಪೇನಹಳ್ಳಿ ಗ್ರಾಮದ ಬಳಿ ಇಂದು ಬೆಳಗ್ಗೆ ಚಿರತೆಯೊಂದು ಪ್ರತ್ಯಕ್ಷವಾಗಿರುವುದು ಗ್ರಾಮಸ್ಥರಲ್ಲಿ ಆತಂಕ ಮೂಡಿಸಿದೆ. ಚಿಕ್ಕಬಳ್ಳಾಪುರದಿಂದ ಗೌರಿಬಿದನೂರಿಗೆ ತೆರಳುವ ಮಾರ್ಗದಲ್ಲಿರುವ bbox=[1026, 354, 1160, 501]
naxal-text-col1: ನವದೆಹಲಿ, ನ.29: ಪೊಲೀಸ್ ಮಹಾನಿರ್ದೇಶಕರು ಮತ್ತು ಇನ್ಸ್‌ಪೆಕ್ಟರ್ ಜನರಲ್‌ಗಳ ಮುಂದಿನ ಸಮ್ಮೇಳನಕ್ಕೆ ಮುನ್ನ ರಾಷ್ಟ್ರವನ್ನು ನಕ್ಸಲೀಯ ಮುಕ್ತ ಎಂದು ನಿರ್ಮೂಲನೆ ಮಾಡುವ ಗುರಿಯಲ್ಲಿ ಸರ್ಕಾರ ಇದೆ ಎಂದು ಕೇಂದ್ರ ಗೃಹ ಸಚಿವ ಅಮಿತ್ ಶಾ ಹೇಳಿದ್ದಾರೆ. ಮೂರು ದಿನಗಳ ಡಿಜಿಪಿ / ಐಜಿಪಿ ವಾರ್ಷಿಕ ಸಮ್ಮೇಳನದ ಉದ್ಘಾಟನಾ ಅಧಿವೇಶನದಲ್ಲಿ ಮಾತನಾಡಿದ ಅವರು, ಕಳೆದ ಹಲವಾರು ವರ್ಷಗಳಿಂದ ಕೇಂದ್ರದ ನಿರಂತರ ಪ್ರಯತ್ನಗಳು ಎಡಪಂಥೀಯ ಉಗ್ರವಾದವನ್ನು ಗಮನಾರ್ಹವಾಗಿ ದುರ್ಬಲಗೊಳಿಸಿವೆ ಎಂದು ಹೇಳಿದರು. ಮೂರುದಿನ ಡಿಜಿಪಿ / ಐಜಿಪಿ ಸಮ್ಮೇಳನದ ಮೊದಲ ದಿನವಾದ ಇಂದು ನಕ್ಸಲಿಸಂ ಸಂಪೂರ್ಣವಾಗಿ ಮುಕ್ತವಾಗಲಿದೆ ಎಂದು ಅವರು ಹೇಳಿದರು. ಕಳೆದ ಏಳು ವರ್ಷಗಳಲ್ಲಿ 586 ಭದ್ರ ಪೊಲೀಸ್ ಠಾಣೆಗಳನ್ನು ನಿರ್ಮಿಸುವ ಮೂಲಕ ಕೇಂದ್ರವು ತನ್ನ ಭದ್ರತಾ ಜಾಲವನ್ನು ಬಲಪಡಿಸಿದೆ. ಇದು bbox=[1024, 658, 1180, 1067]
meeting-banner: ಜನರ ಕುಂದು ಕೊರತೆ ಮತ್ತು ಅಹವಾಲು ಸ್ವೀಕಾರ ಕಾರ್ಯಕ್ರಮ bbox=[687, 666, 843, 691]
hdbrts-cin: CIN:U60200KA2021SGC063887 bbox=[1188, 1256, 1345, 1266]
kurchi-side-text: ಉಪಹಾರ ಸಭೆ ಇದ್ದದ್ದರಿಂದ ಇಂದು ಕಾವೇರಿಗೆ ಸರ್ಕಾರದ ಪ್ರವೇಶವನ್ನು ನಿರ್ಬಂಧಿಸಲಾಗಿತ್ತು. ಉಪಹಾರ ಸಭೆಗೆ ಆಗಮಿಸಿದ ಉಪಮುಖ್ಯಮಂತ್ರಿ ಡಿ.ಕೆ. ಶಿವಕುಮಾರ್ ಅವರನ್ನು ಮುಖ್ಯಮಂತ್ರಿಗಳು ಸ್ವಾಗತಿಸಿದರು. ಈ ಸಂದರ್ಭದಲ್ಲಿ ಮುಖ್ಯಮಂತ್ರಿಗಳ ಕಾನೂನು ಸಲಹೆಗಾರ ಎ.ಎಸ್. ಪೊನ್ನಣ್ಣ ಇದ್ದರು. ಉಪಹಾರ ಸಭೆಯ ಬಳಿಕ ಸಿದ್ದರಾಮಯ್ಯ ಮತ್ತು ಡಿ.ಕೆ. ಶಿವಕುಮಾರ್ ಜಂಟಿ ಪತ್ರಿಕಾಗೋಷ್ಠಿ ನಡೆಸಿ ಮಾತನಾಡಿದರು. ಮುಖ್ಯಮಂತ್ರಿ ಸಿದ್ದರಾಮಯ್ಯನವರು ಉಪಮುಖ್ಯಮಂತ್ರಿ ಡಿ.ಕೆ. ಶಿವಕುಮಾರ್ ರವರಿಗಾಗಿ ಕಾವೇರಿ ನಿವಾಸದಲ್ಲಿ ಆಯೋಜಿಸಿದ್ದ ಉಪಹಾರ ಸಭೆಯಲ್ಲಿ ಇಬ್ಬರೂ ನಾಯಕರು ಒಗ್ಗಟ್ಟಾಗಿ ಮಾತನಾಡಿದರು. ಉಪಹಾರ ಸಭೆಯಲ್ಲಿ ಕರ್ನಾಟಕ ಶೈಲಿಯ ಇಡ್ಲಿ, ಉಪ್ಪಿಟ್ಟು ಹಾಗೂ ಕಾಫಿ ವ್ಯವಸ್ಥೆ ಮಾಡಲಾಗಿತ್ತು. ರಾಜ್ಯ ಕಾಂಗ್ರೆಸ್‌ನಲ್ಲಿ ಅಧಿಕಾರ ಹಂಚಿಕೆಯ ಬಗ್ಗೆ ಚರ್ಚೆ ನಡೆದಿದೆ. bbox=[318, 206, 522, 529]
hdbrts-date: ದಿನಾಂಕ:29-11-2025 bbox=[1259, 1273, 1343, 1283]
irrigation-body: ಮುಖ್ಯ ಇಂಜಿನಿಯರ್‌ರವರು, ನೀರಾವರಿ ಯೋಜನಾ ವಲಯ, ಕಲಬುರಗಿ ಇವರು ಕರ್ನಾಟಕ ಸರ್ಕಾರದ ಇ-ಪ್ರೊಕ್ಯೂರ್‌ಮೆಂಟ್ ಪೋರ್ಟಲ್ ಮೂಲಕ ಅರ್ಹ ಗುತ್ತಿಗೆದಾರರಿಂದ ಟೆಂಡರ್‌ಗಳನ್ನು ಆಹ್ವಾನಿಸಿದ್ದಾರೆ. 1) ಕಾಮಗಾರಿಯ ಹೆಸರು: ಭೀಮಾ ಏತ ನೀರಾವರಿ ಯೋಜನೆಯ ಕಾಲುವೆಗಳ ಆಧುನೀಕರಣ ಕಾಮಗಾರಿ. 2) ಅಂದಾಜು ಮೊತ್ತ: ರೂ.1,40,00,000.00 3) ಇ.ಎಂ.ಡಿ ಮೊತ್ತ: ರೂ.28,84,572.77 4) ಟೆಂಡರ್ ದಾಖಲೆ ಪಡೆಯಲು ಪ್ರಾರಂಭದ ದಿನಾಂಕ: 28.11.2025 5) ಟೆಂಡರ್ ದಾಖಲೆ ಸಲ್ಲಿಸಲು ಕೊನೆಯ ದಿನಾಂಕ: 12.12.2025 ಸಂಜೆ 5.00 ಗಂಟೆಯವರೆಗೆ. 6) ತಾಂತ್ರಿಕ ಬಿಡ್ ತೆರೆಯುವ ದಿನಾಂಕ: 15.12.2025 ಬೆಳಿಗ್ಗೆ 11.00 ಗಂಟೆಗೆ. ಹೆಚ್ಚಿನ ವಿವರಗಳಿಗೆ https://kppp.karnataka.gov.in ವೆಬ್‌ಸೈಟ್ ಅನ್ನು ಸಂಪರ್ಕಿಸಬಹುದು. bbox=[865, 1792, 1341, 1854]
afghan-byline: ಸಂಜೆವಾಣಿ ವಾರ್ತೆ bbox=[534, 208, 610, 223]
subhead-no-rift: ಭಿನ್ನಾಭಿಪ್ರಾಯವಿಲ್ಲ: ಸಿಎಂ-ಡಿಸಿಎಂ bbox=[157, 928, 399, 953]
rule bbox=[534, 644, 1010, 645]
rule bbox=[859, 1751, 1347, 1752]
irrigation-signature: ಸಹಿ/- ಮುಖ್ಯ ಇಂಜಿನಿಯರ್, ನೀರಾವರಿ ಯೋಜನಾ ವಲಯ, ಕಾಡಾ ಭವನ, ಕಲಬುರಗಿ bbox=[1127, 2020, 1341, 2043]
headline-amanat: ಅಮಾನತ್ ಮಾಡಲು ಒತ್ತಾಯ bbox=[636, 1368, 908, 1401]
afghan-text-col1: ವಾಷಿಂಗ್ಟನ್,ನ.29-ಅಮೆರಿಕದಲ್ಲಿ ರಾಷ್ಟ್ರೀಯ ಗಾರ್ಡ್ ಸದಸ್ಯರ ಮೇಲೆ ಗುಂಡಿನ ದಾಳಿ ನಡೆದ ನಂತರ ಅಫ್ಘಾನಿಸ್ತಾನ ಪಾಸ್‌ಪೋರ್ಟ್ ಹೊಂದಿರುವವರಿಗೆ ವೀಸಾ ನೀಡುವುದನ್ನು ಅಮೆರಿಕ ನಿಲ್ಲಿಸಿದೆ. ಮುಂದಿನ ಸೂಚನೆಯವರೆಗೆ ಆಫ್ಘನ್ ಪ್ರಜೆಗಳ ವೀಸಾ ಅರ್ಜಿಗಳ ಪ್ರಕ್ರಿಯೆಯನ್ನು ಸ್ಥಗಿತಗೊಳಿಸಲಾಗಿದೆ ಎಂದು ವಿದೇಶಾಂಗ ಇಲಾಖೆ ತಿಳಿಸಿದೆ. ಅಫ್ಘಾನ್ ಪ್ರಜೆಗಳ ಎಲ್ಲಾ ವಲಸೆ ಅರ್ಜಿಗಳ ಪರಿಶೀಲನೆಯನ್ನು ಅಮೆರಿಕದ ಪೌರತ್ವ ಮತ್ತು ವಲಸೆ ಸೇವೆಗಳು ನಿಲ್ಲಿಸಿವೆ. ಶ್ವೇತಭವನದ ಸಮೀಪ ನಡೆದ ದಾಳಿಯಲ್ಲಿ ಇಬ್ಬರು ಗಾರ್ಡ್‌ಗಳು ಗಂಭೀರವಾಗಿ ಗಾಯಗೊಂಡಿದ್ದರು. bbox=[534, 228, 686, 521]
kurchi-main-text: ಸೂತ್ರ ಹಾರಿಗೆ ಪಟ್ಟು ಹಿಡಿದ್ದರಿಂದ ಕಾಂಗ್ರೆಸ್‌ನಲ್ಲಿ ಅಂತರಿಕ ಸಂಘರ್ಷದ ವಾತಾವರಣ ನಿರ್ಮಾಣಗೊಂಡಿತ್ತು. ಎಐಸಿಸಿ ಅಧ್ಯಕ್ಷ ಮಲ್ಲಿಕಾರ್ಜುನ ಖರ್ಗೆ ಸಹ ಕಳೆದ ವಾರ ಬೆಂಗಳೂರಿಗೆ ಆಗಮಿಸಿ ಮುಖ್ಯಮಂತ್ರಿ ಸಿದ್ದರಾಮಯ್ಯ ಹಾಗೂ ಉಪಮುಖ್ಯಮಂತ್ರಿ ಡಿ.ಕೆ. ಶಿವಕುಮಾರ್ ಸೇರಿದಂತೆ ಹಲವು ಸಚಿವರು, ಶಾಸಕರ ಜತೆ ಚರ್ಚೆ ನಡೆಸಿದ್ದರು. ನಂತರ ಖರ್ಗೆಯವರು ದೆಹಲಿಗೆ ತೆರಳಿ ರಾಜ್ಯ ರಾಜಕೀಯ ವಿದ್ಯಮಾನದ ಸಂಪೂರ್ಣ ವಿವರಗಳನ್ನು ಕಾಂಗ್ರೆಸ್ ವರಿಷ್ಠ ರಾಹುಲ್‌ಗಾಂಧಿಯವರಿಗೆ ನೀಡಿ, ಎಐಸಿಸಿ ಪ್ರಧಾನ ಕಾರ್ಯದರ್ಶಿಗಳಾದ ಕೆ.ಸಿ. ವೇಣುಗೋಪಾಲ್, ರಣದೀಪ್ ಸಿಂಗ್ ಸುರ್ಜೇವಾಲಾ ರವರ ಜತೆಯೂ ಚರ್ಚೆ ನಡೆಸಿದ್ದರು. ರಾಜ್ಯ ಕಾಂಗ್ರೆಸ್‌ನ ಅಧಿಕಾರ ಹಂಚಿಕೆಯ ಕಗ್ಗಂಟ್ಟಿಗೆ ಪರಿಹಾರ ಸಂಬಂಧ ಏಳಿ ದೆಹಲಿಯಲ್ಲಿ ಕಾಂಗ್ರೆಸ್ ವರಿಷ್ಠರ ಸಭೆ ಸಹ ನಿಗದಿಯಾಗಿದೆ. ಈ ಸಭೆಗೆ ಮುಖ್ಯಮಂತ್ರಿ ಸಿದ್ದರಾಮಯ್ಯ ಹಾಗೂ ಉಪಮುಖ್ಯಮಂತ್ರಿ ಡಿ.ಕೆ. ಶಿವಕುಮಾರ್ ರವರಿಗೆ ಹೈಕಮಾಂಡ್ ಆಹ್ವಾನ ನೀಡಲಿದೆ. ಇದರ ಮಧ್ಯೆಯೇ ನಿನ್ನೆ ರಾತ್ರಿ ಹೈಕಮಾಂಡ್ ಮುಖ್ಯಮಂತ್ರಿ ಸಿದ್ದರಾಮಯ್ಯನವರಿಗೆ ಉಪಮುಖ್ಯಮಂತ್ರಿ ಜತೆ ಚರ್ಚಿಸಿ ಅಧಿಕಾರ ಹಂಚಿಕೆಯ ಬಿಕ್ಕಟ್ಟನ್ನು ನಿವಾರಿಸುವಂತೆ ಸೂಚನೆ ನೀಡಿತ್ತು. ಈ ಹಿನ್ನೆಲೆಯಲ್ಲಿ ಈ ಇಬ್ಬರು ನಾಯಕರು ಇಂದು ಉಪಹಾರ ಸಭೆ ನಡೆಸಿ ಅಧಿಕಾರ ಹಂಚಿಕೆಗೆ ಸಂಬಂಧಿಸಿದಂತೆ ಉಂಟಾಗಿರುವ ಸಮಸ್ಯೆ ಪರಿಹಾರಕ್ಕೆ ವಿನ್ನೆಲ್ಲಾ ಸೂತ್ರಗಳಿವೆ ಎಂಬ ಬಗ್ಗೆ ಚರ್ಚೆ ನಡೆಸಿದರು. bbox=[40, 670, 518, 892]
hdbrts-emblem bbox=[1031, 1197, 1065, 1231]
rule bbox=[530, 1340, 1014, 1342]
hdbrts-org-name: ಹುಬ್ಬಳ್ಳಿ-ಧಾರವಾಡ ಬಿಆರ್‌ಟಿಎಸ್ ಕಂಪನಿ ನಿಯಮಿತ bbox=[1110, 1197, 1302, 1211]
irrigation-state: ಕರ್ನಾಟಕ ಸರ್ಕಾರ bbox=[1071, 1691, 1135, 1704]
headline-accident: ರಾಜ್ಯದ ಐವರ ಸಾವು bbox=[186, 1880, 370, 1913]
irrigation-dipr: ಡಿಐಪಿಆರ್/ಕಲ/904/2025-26 bbox=[865, 2044, 970, 2054]
photo-lokayukta-meeting bbox=[534, 650, 1010, 908]
headline-maski: ಮಾಸ್ಕಿ : ಅಂಬೇಡ್ಕರ್ ನಗರ ನವನಗರ ಪ್ರದೇಶಗಳಲ್ಲಿ ೩೦ ವರ್ಷಗಳಿಂದ ಹಕ್ಕುಪತ್ರ ಸೌಕರ್ಯಗಳಿಲ್ಲದೇ ಜನ ಸಂಕಷ್ಟ ಲೋಕಾಯುಕ್ತ ಅಧಿಕಾರಿಗಳಿಗೆ ಡಾ.ತಾವೀದ್ ಖಾನ್ ಗಂಭೀರ ವಿಷಯ ಮಂಡನೆ bbox=[550, 582, 996, 618]
page-number: 2 bbox=[38, 94, 59, 129]
headline-naxal: ನಕ್ಸಲ್ ನಿರ್ಮೂಲನೆಯತ್ತ ದಿಟ್ಟ ಹೆಜ್ಜೆ bbox=[1045, 594, 1323, 622]
headline-kurchi: ಕುರ್ಚಿ ಕಾಳಗಕ್ಕೆ ವಿರಾಮ bbox=[179, 164, 377, 194]
